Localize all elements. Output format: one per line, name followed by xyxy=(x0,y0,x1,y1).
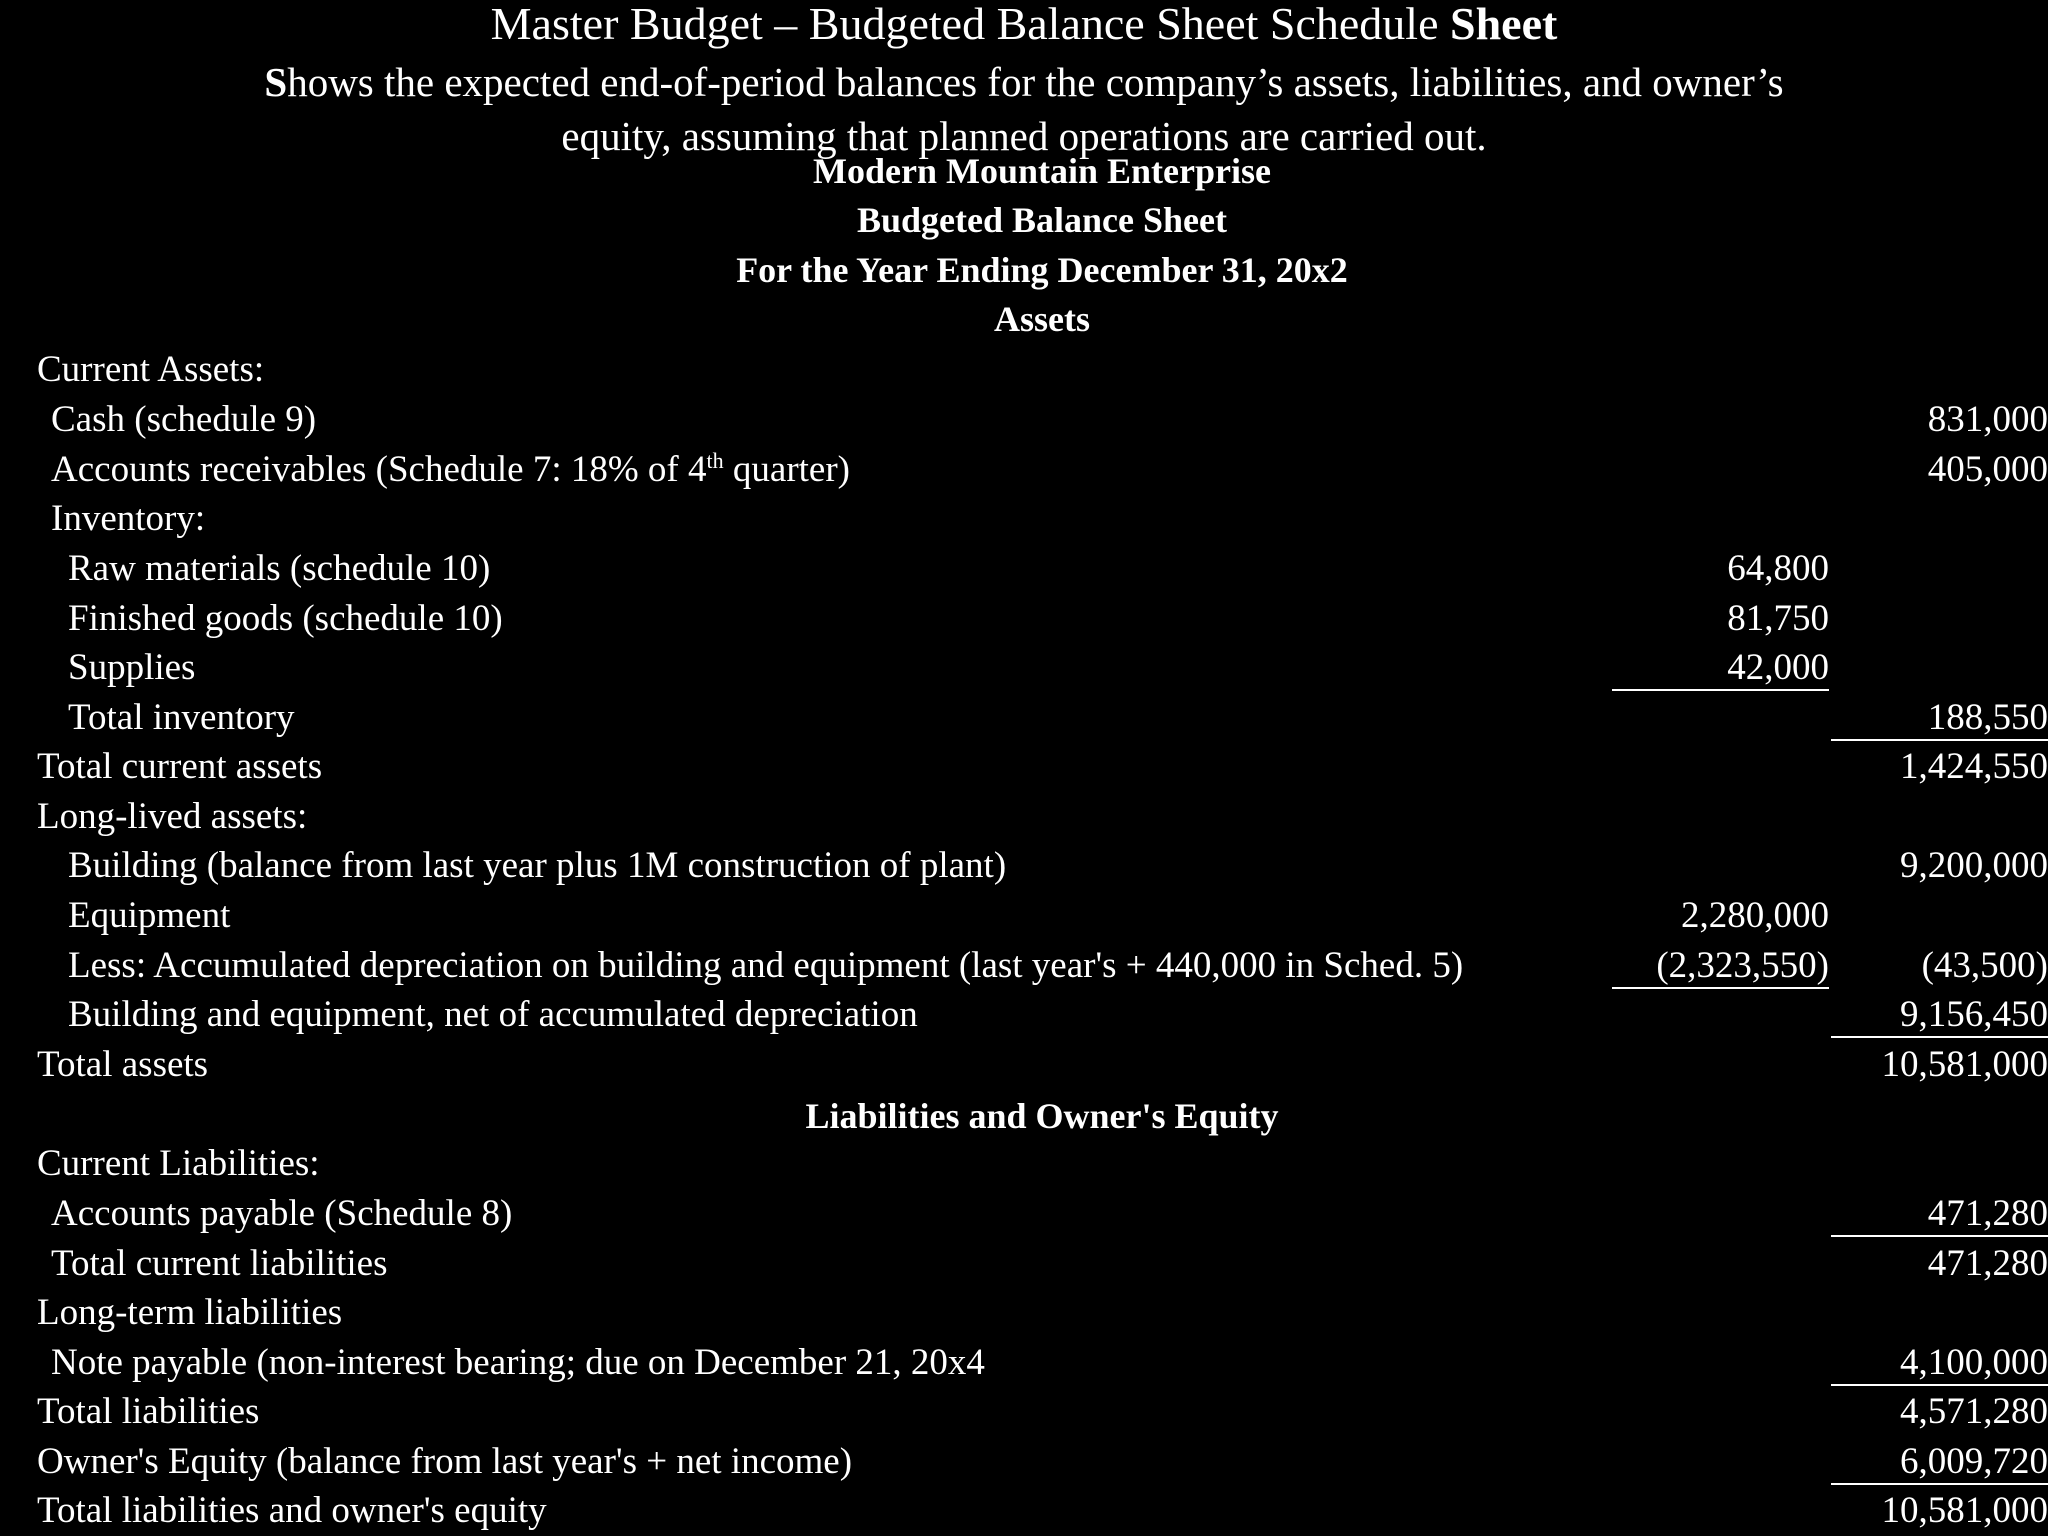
company-name: Modern Mountain Enterprise xyxy=(813,151,1271,191)
amount-detail: 64,800 xyxy=(1727,548,1829,589)
row-label: Note payable (non-interest bearing; due on December 21, 20x4 xyxy=(51,1342,985,1383)
amount-total: 10,581,000 xyxy=(1881,1044,2048,1085)
amount-total: 405,000 xyxy=(1927,449,2048,490)
underline xyxy=(1831,1384,2048,1386)
row-owners-equity xyxy=(0,1437,2048,1487)
row-total-liabilities xyxy=(0,1387,2048,1437)
statement-period: For the Year Ending December 31, 20x2 xyxy=(736,250,1348,290)
amount-total: 9,156,450 xyxy=(1900,994,2048,1035)
amount-detail: 42,000 xyxy=(1727,647,1829,688)
underline xyxy=(1831,1036,2048,1038)
amount-total: 1,424,550 xyxy=(1900,746,2048,787)
row-cash xyxy=(0,395,2048,445)
slide-title: Master Budget – Budgeted Balance Sheet Schedule Sheet xyxy=(490,0,1558,49)
row-long-lived-assets xyxy=(0,792,2048,842)
row-label: Raw materials (schedule 10) xyxy=(68,548,491,589)
underline xyxy=(1612,987,1829,989)
row-label: Total current liabilities xyxy=(51,1243,388,1284)
amount-total: 10,581,000 xyxy=(1881,1490,2048,1531)
row-label: Current Assets: xyxy=(37,349,265,390)
row-label: Long-term liabilities xyxy=(37,1292,343,1333)
liabilities-equity-heading: Liabilities and Owner's Equity xyxy=(805,1096,1279,1136)
row-label: Total liabilities and owner's equity xyxy=(37,1490,547,1531)
row-total-assets xyxy=(0,1040,2048,1090)
amount-total: 9,200,000 xyxy=(1900,845,2048,886)
row-label: Finished goods (schedule 10) xyxy=(68,598,503,639)
row-current-liabilities xyxy=(0,1139,2048,1189)
row-label: Building and equipment, net of accumulated depreciation xyxy=(68,994,918,1035)
underline xyxy=(1831,1235,2048,1237)
row-net-building-equipment xyxy=(0,990,2048,1040)
amount-detail: 81,750 xyxy=(1727,598,1829,639)
row-finished-goods xyxy=(0,594,2048,644)
row-building xyxy=(0,841,2048,891)
row-label: Cash (schedule 9) xyxy=(51,399,317,440)
row-label: Total inventory xyxy=(68,697,295,738)
underline xyxy=(1612,689,1829,691)
row-label: Less: Accumulated depreciation on building and equipment (last year's + 440,000 in Sched. 5) xyxy=(68,945,1464,986)
amount-detail: 2,280,000 xyxy=(1681,895,1829,936)
assets-heading: Assets xyxy=(994,299,1090,339)
row-label: Supplies xyxy=(68,647,196,688)
amount-total: 6,009,720 xyxy=(1900,1441,2048,1482)
row-equipment xyxy=(0,891,2048,941)
amount-total: 4,571,280 xyxy=(1900,1391,2048,1432)
amount-total: 4,100,000 xyxy=(1900,1342,2048,1383)
amount-total: 831,000 xyxy=(1927,399,2048,440)
row-total-current-liabilities xyxy=(0,1239,2048,1289)
row-inventory xyxy=(0,494,2048,544)
row-label: Total assets xyxy=(37,1044,209,1085)
row-label: Long-lived assets: xyxy=(37,796,308,837)
amount-total: 471,280 xyxy=(1927,1193,2048,1234)
amount-total: (43,500) xyxy=(1921,945,2048,986)
row-label: Building (balance from last year plus 1M construction of plant) xyxy=(68,845,1007,886)
row-long-term-liabilities xyxy=(0,1288,2048,1338)
underline xyxy=(1831,1483,2048,1485)
amount-detail: (2,323,550) xyxy=(1656,945,1829,986)
row-label: Total current assets xyxy=(37,746,323,787)
row-label: Accounts payable (Schedule 8) xyxy=(51,1193,513,1234)
row-note-payable xyxy=(0,1338,2048,1388)
amount-total: 471,280 xyxy=(1927,1243,2048,1284)
row-raw-materials xyxy=(0,544,2048,594)
statement-name: Budgeted Balance Sheet xyxy=(856,200,1227,240)
row-label: Total liabilities xyxy=(37,1391,260,1432)
row-total-inventory xyxy=(0,693,2048,743)
row-total-current-assets xyxy=(0,742,2048,792)
row-total-liabilities-equity xyxy=(0,1486,2048,1536)
row-supplies xyxy=(0,643,2048,693)
row-label: Equipment xyxy=(68,895,231,936)
slide-title-bold: Sheet xyxy=(1450,0,1558,49)
row-accounts-payable xyxy=(0,1189,2048,1239)
slide-subtitle-initial: S xyxy=(264,59,288,105)
row-label: Owner's Equity (balance from last year's + net income) xyxy=(37,1441,853,1482)
amount-total: 188,550 xyxy=(1927,697,2048,738)
row-label: Current Liabilities: xyxy=(37,1143,320,1184)
underline xyxy=(1831,739,2048,741)
row-accounts-receivable xyxy=(0,445,2048,495)
row-label: Accounts receivables (Schedule 7: 18% of 4th quarter) xyxy=(51,448,850,490)
row-accumulated-depreciation xyxy=(0,941,2048,991)
row-current-assets xyxy=(0,345,2048,395)
slide-subtitle: Shows the expected end-of-period balances for the company’s assets, liabilities, and owner’s equity, assuming that planned operations are carried out. xyxy=(264,59,1784,159)
row-label: Inventory: xyxy=(51,498,206,539)
